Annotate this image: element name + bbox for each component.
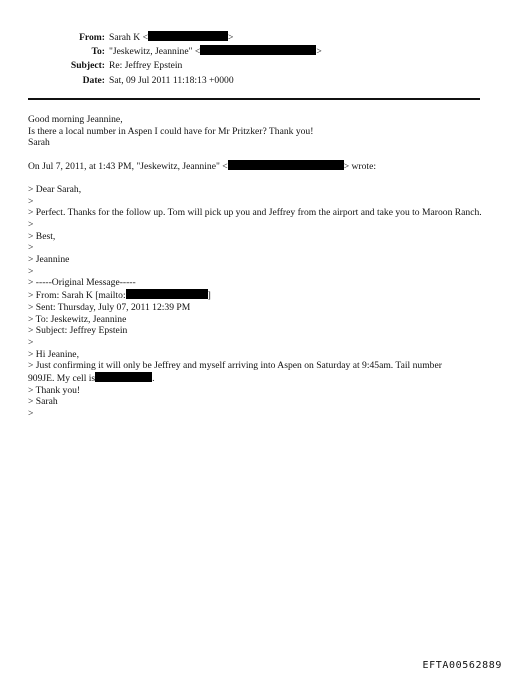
quote-line: > Jeannine <box>28 254 70 266</box>
header-date-row <box>28 74 322 88</box>
redaction-box <box>95 372 155 385</box>
quote-line: > <box>28 408 34 420</box>
quote-cell-line <box>28 372 483 385</box>
message-line: Is there a local number in Aspen I could have for Mr Pritzker? Thank you! <box>28 125 314 137</box>
greeting: Good morning Jeannine, <box>28 114 123 125</box>
quote-line: > <box>28 336 34 348</box>
to-end: > <box>316 46 322 58</box>
quote-line: > Sarah <box>28 396 58 408</box>
header-from-row <box>28 31 322 45</box>
header-subject-row <box>28 59 322 73</box>
subject-label: Subject: <box>70 60 105 72</box>
document-id: EFTA00562889 <box>422 660 502 671</box>
quote-line: > <box>28 195 34 207</box>
email-body <box>28 114 483 420</box>
date-value: Sat, 09 Jul 2011 11:18:13 +0000 <box>109 74 234 86</box>
quote-line: > Perfect. Thanks for the follow up. Tom will pick up you and Jeffrey from the airport and take you to Maroon Ranch. <box>28 207 482 219</box>
email-header <box>28 31 322 88</box>
quote-from-line <box>28 289 483 302</box>
to-value: "Jeskewitz, Jeannine" < <box>109 46 201 58</box>
from-label: From: <box>79 32 105 43</box>
redaction-box <box>126 289 208 299</box>
quote-line: > Hi Jeanine, <box>28 348 79 360</box>
quote-line: > <box>28 265 34 277</box>
signature: Sarah <box>28 137 50 149</box>
quote-line: > Subject: Jeffrey Epstein <box>28 325 128 337</box>
quote-cell-end: . <box>152 373 155 385</box>
redaction-box <box>148 31 228 41</box>
quote-cell-start: 909JE. My cell is <box>28 373 96 385</box>
quote-line: > Thank you! <box>28 384 81 396</box>
redaction-box <box>228 160 344 170</box>
redaction-box <box>200 45 316 55</box>
quote-from-end: ] <box>207 290 211 302</box>
quote-line: > <box>28 218 34 230</box>
quote-intro-start: On Jul 7, 2011, at 1:43 PM, "Jeskewitz, Jeannine" < <box>28 161 228 173</box>
quote-line: > Sent: Thursday, July 07, 2011 12:39 PM <box>28 301 191 313</box>
quote-line: > Just confirming it will only be Jeffrey and myself arriving into Aspen on Saturday at 9:45am. Tail number <box>28 360 442 372</box>
quote-line: > <box>28 242 34 254</box>
quote-from-start: > From: Sarah K [mailto: <box>28 290 126 302</box>
to-label: To: <box>91 46 105 58</box>
subject-value: Re: Jeffrey Epstein <box>109 60 183 72</box>
header-divider <box>28 98 480 100</box>
from-end: > <box>227 32 234 43</box>
date-label: Date: <box>82 74 105 86</box>
quote-line: > Dear Sarah, <box>28 183 82 195</box>
from-value: Sarah K < <box>109 32 148 43</box>
quote-intro <box>28 160 483 173</box>
quote-intro-end: > wrote: <box>343 161 377 173</box>
quote-line: > -----Original Message----- <box>28 277 136 289</box>
quote-line: > Best, <box>28 230 56 242</box>
header-to-row <box>28 45 322 59</box>
quote-line: > To: Jeskewitz, Jeannine <box>28 313 127 325</box>
